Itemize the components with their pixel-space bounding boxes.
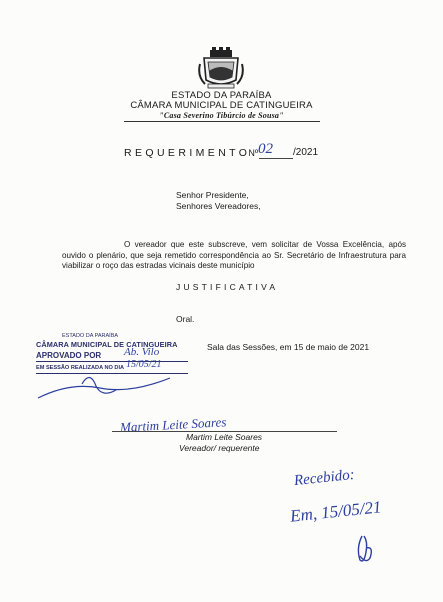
stamp-handwritten-votes: Ab. Vilo bbox=[124, 346, 160, 358]
header-chamber: CÂMARA MUNICIPAL DE CATINGUEIRA bbox=[130, 100, 313, 111]
stamp-scribble-icon bbox=[30, 368, 180, 404]
signer-name: Martim Leite Soares bbox=[186, 432, 263, 442]
header-divider bbox=[124, 121, 320, 122]
stamp-handwritten-date: 15/05/21 bbox=[126, 359, 162, 370]
municipal-crest-icon bbox=[196, 44, 246, 90]
title-prefix: REQUERIMENTO bbox=[124, 147, 251, 159]
justification-heading: JUSTIFICATIVA bbox=[176, 282, 279, 292]
header-state: ESTADO DA PARAÍBA bbox=[171, 90, 272, 101]
header-motto: "Casa Severino Tibúrcio de Sousa" bbox=[159, 111, 284, 120]
request-number-underline bbox=[259, 158, 293, 159]
stamp-session: EM SESSÃO REALIZADA NO DIA bbox=[36, 365, 125, 371]
justification-text: Oral. bbox=[176, 314, 195, 324]
body-paragraph: O vereador que este subscreve, vem solicitar de Vossa Excelência, após ouvido o plenário, que seja remetido correspondência ao Sr. Secretário de Infraestrutura para viabilizar o roço das estradas vicinais deste município bbox=[62, 240, 406, 270]
stamp-chamber: CÂMARA MUNICIPAL DE CATINGUEIRA bbox=[36, 340, 178, 349]
stamp-approved: APROVADO POR bbox=[36, 351, 102, 360]
salutation-councillors: Senhores Vereadores, bbox=[176, 201, 261, 211]
receipt-label: Recebido: bbox=[293, 466, 356, 490]
signer-role: Vereador/ requerente bbox=[179, 443, 260, 453]
receipt-initials-icon bbox=[352, 532, 378, 566]
stamp-divider bbox=[36, 361, 188, 362]
stamp-state: ESTADO DA PARAÍBA bbox=[62, 333, 119, 339]
title-number-label: Nº bbox=[248, 148, 259, 158]
request-year: /2021 bbox=[293, 147, 319, 158]
place-date: Sala das Sessões, em 15 de maio de 2021 bbox=[207, 342, 370, 352]
handwritten-signature: Martim Leite Soares bbox=[119, 414, 227, 435]
document-title bbox=[124, 147, 258, 159]
salutation-president: Senhor Presidente, bbox=[176, 190, 249, 200]
request-number: 02 bbox=[258, 141, 273, 157]
receipt-date: Em, 15/05/21 bbox=[289, 497, 383, 526]
